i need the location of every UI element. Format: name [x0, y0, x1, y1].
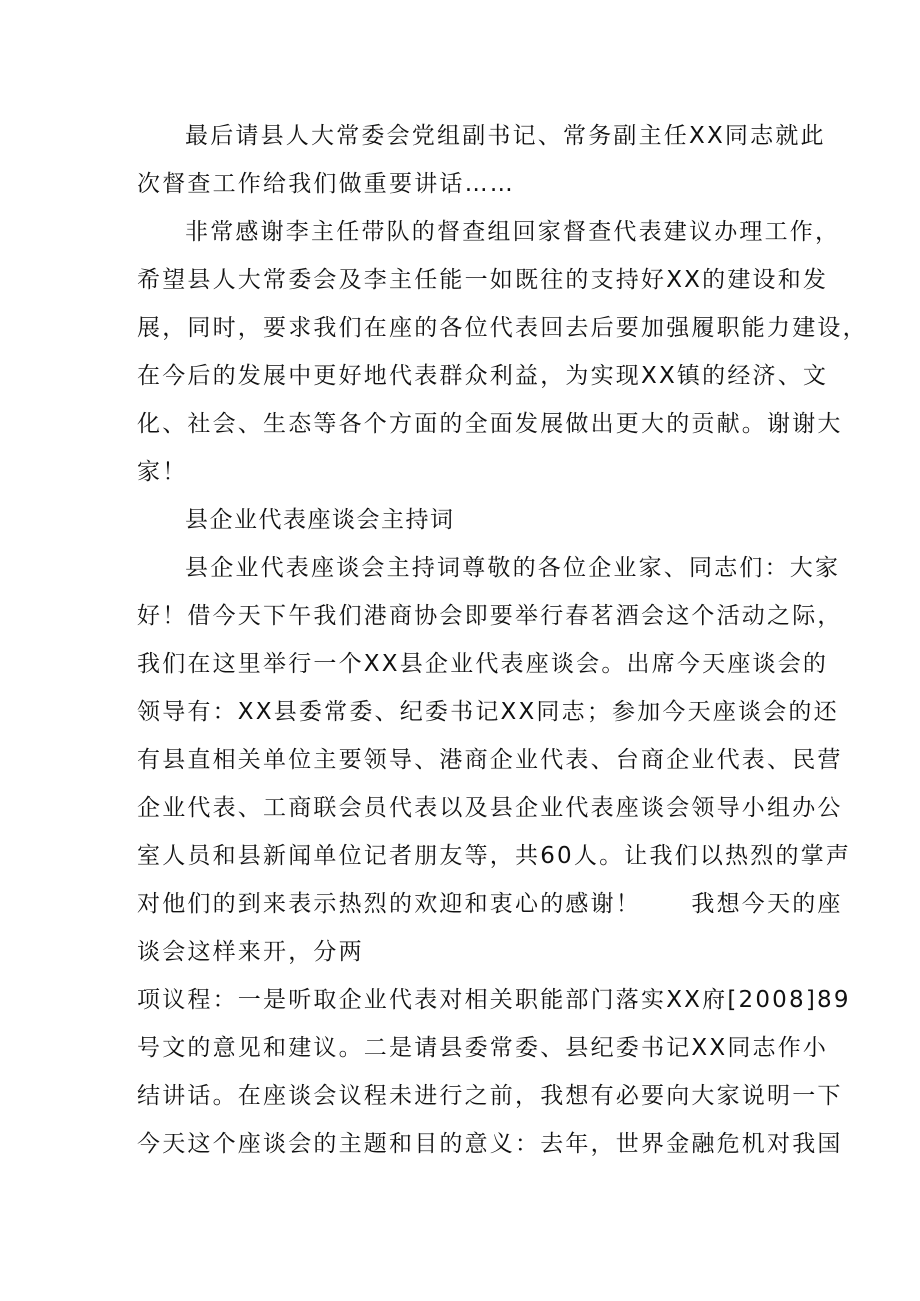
paragraph-closing-invitation — [137, 112, 826, 208]
text-line: 领导有：XX县委常委、纪委书记XX同志；参加今天座谈会的还 — [137, 699, 839, 725]
text-line: 企业代表、工商联会员代表以及县企业代表座谈会领导小组办公 — [137, 795, 843, 821]
heading-line: 县企业代表座谈会主持词 — [185, 507, 455, 533]
section-heading — [137, 496, 791, 544]
text-line: 结讲话。在座谈会议程未进行之前，我想有必要向大家说明一下 — [137, 1083, 843, 1109]
text-line: 今天这个座谈会的主题和目的意义：去年，世界金融危机对我国 — [137, 1131, 843, 1157]
text-line: 化、社会、生态等各个方面的全面发展做出更大的贡献。谢谢大 — [137, 411, 843, 437]
text-line: 好！借今天下午我们港商协会即要举行春茗酒会这个活动之际， — [137, 603, 843, 629]
text-line: 我们在这里举行一个XX县企业代表座谈会。出席今天座谈会的 — [137, 651, 829, 677]
text-line: 号文的意见和建议。二是请县委常委、县纪委书记XX同志作小 — [137, 1035, 829, 1061]
text-line: 最后请县人大常委会党组副书记、常务副主任XX同志就此 — [185, 123, 826, 149]
text-line: 家！ — [137, 459, 188, 485]
document-body — [137, 112, 868, 1168]
paragraph-host-speech — [137, 544, 852, 976]
text-line: 县企业代表座谈会主持词尊敬的各位企业家、同志们：大家 — [185, 555, 841, 581]
text-line: 在今后的发展中更好地代表群众利益，为实现XX镇的经济、文 — [137, 363, 829, 389]
text-line: 对他们的到来表示热烈的欢迎和衷心的感谢！ 我想今天的座 — [137, 891, 843, 917]
text-line: 有县直相关单位主要领导、港商企业代表、台商企业代表、民营 — [137, 747, 843, 773]
paragraph-agenda — [137, 976, 851, 1168]
text-line: 非常感谢李主任带队的督查组回家督查代表建议办理工作， — [185, 219, 841, 245]
paragraph-thanks — [137, 208, 868, 496]
text-line: 室人员和县新闻单位记者朋友等，共60人。让我们以热烈的掌声 — [137, 843, 852, 869]
text-line: 谈会这样来开，分两 — [137, 939, 364, 965]
text-line: 展，同时，要求我们在座的各位代表回去后要加强履职能力建设， — [137, 315, 868, 341]
text-line: 希望县人大常委会及李主任能一如既往的支持好XX的建设和发 — [137, 267, 829, 293]
text-line: 次督查工作给我们做重要讲话…… — [137, 171, 515, 197]
text-line: 项议程：一是听取企业代表对相关职能部门落实XX府[2008]89 — [137, 987, 851, 1013]
